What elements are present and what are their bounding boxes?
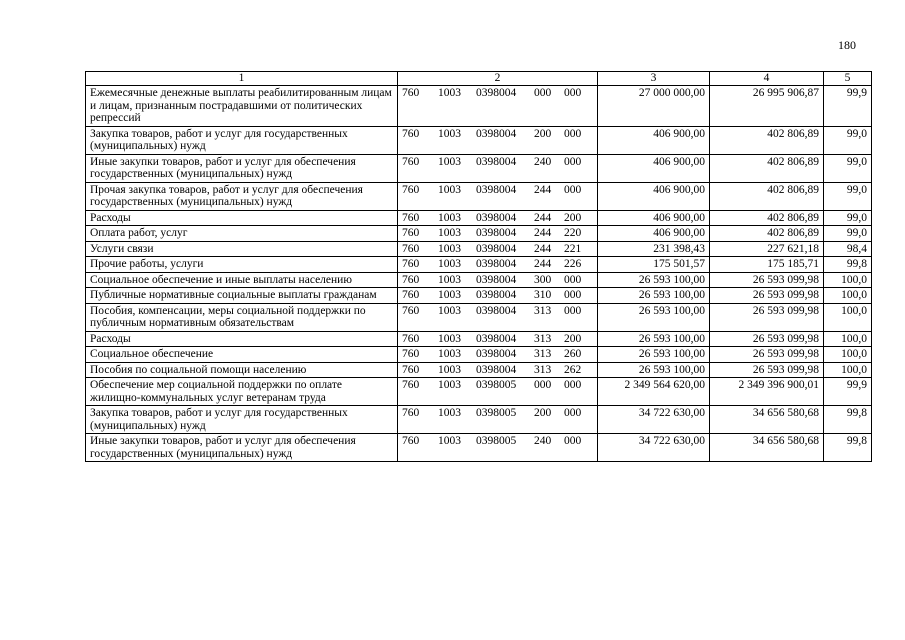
- header-row: [86, 72, 872, 86]
- code-section: 1003: [438, 407, 461, 419]
- row-codes: [398, 347, 598, 363]
- row-actual: 402 806,89: [710, 154, 824, 182]
- code-expense-type: 200: [534, 407, 552, 419]
- table-row: [86, 331, 872, 347]
- table-row: [86, 210, 872, 226]
- row-actual: 402 806,89: [710, 226, 824, 242]
- code-expense-type: 300: [534, 273, 552, 286]
- code-kosgu: 262: [564, 363, 582, 376]
- row-plan: 2 349 564 620,00: [598, 378, 710, 406]
- table-row: [86, 154, 872, 182]
- row-name: Иные закупки товаров, работ и услуг для обеспечения государственных (муниципальных) нужд: [86, 434, 398, 462]
- row-name: Услуги связи: [86, 241, 398, 257]
- code-expense-type: 200: [534, 127, 552, 140]
- row-percent: 100,0: [824, 362, 872, 378]
- row-codes: [398, 210, 598, 226]
- code-expense-type: 244: [534, 242, 552, 255]
- header-col-1: 1: [86, 72, 398, 86]
- code-section: 1003: [438, 127, 461, 140]
- row-plan: 34 722 630,00: [598, 406, 710, 434]
- code-expense-type: 244: [534, 227, 552, 239]
- table-row: [86, 241, 872, 257]
- code-admin: 760: [402, 227, 420, 239]
- code-kosgu: 000: [564, 273, 582, 286]
- code-section: 1003: [438, 435, 461, 447]
- row-codes: [398, 86, 598, 127]
- code-admin: 760: [402, 273, 420, 286]
- row-plan: 26 593 100,00: [598, 272, 710, 288]
- code-expense-type: 000: [534, 87, 552, 99]
- code-expense-type: 310: [534, 289, 552, 301]
- row-name: Пособия, компенсации, меры социальной поддержки по публичным нормативным обязательствам: [86, 303, 398, 331]
- row-plan: 406 900,00: [598, 182, 710, 210]
- table-row: [86, 272, 872, 288]
- code-target: 0398004: [476, 332, 517, 345]
- row-actual: 26 593 099,98: [710, 303, 824, 331]
- row-name: Социальное обеспечение и иные выплаты населению: [86, 272, 398, 288]
- row-actual: 26 593 099,98: [710, 331, 824, 347]
- row-plan: 26 593 100,00: [598, 303, 710, 331]
- header-col-4: 4: [710, 72, 824, 86]
- code-section: 1003: [438, 211, 461, 224]
- table-row: [86, 378, 872, 406]
- code-section: 1003: [438, 87, 461, 99]
- code-kosgu: 000: [564, 379, 582, 391]
- row-actual: 402 806,89: [710, 126, 824, 154]
- code-section: 1003: [438, 227, 461, 239]
- code-admin: 760: [402, 407, 420, 419]
- code-section: 1003: [438, 258, 461, 270]
- row-codes: [398, 182, 598, 210]
- code-target: 0398004: [476, 242, 517, 255]
- row-percent: 99,0: [824, 126, 872, 154]
- row-percent: 100,0: [824, 288, 872, 304]
- row-actual: 2 349 396 900,01: [710, 378, 824, 406]
- code-kosgu: 000: [564, 304, 582, 317]
- row-codes: [398, 288, 598, 304]
- row-percent: 99,8: [824, 434, 872, 462]
- code-target: 0398004: [476, 127, 517, 140]
- code-section: 1003: [438, 363, 461, 376]
- row-actual: 26 593 099,98: [710, 272, 824, 288]
- code-kosgu: 200: [564, 211, 582, 224]
- code-expense-type: 000: [534, 379, 552, 391]
- row-actual: 227 621,18: [710, 241, 824, 257]
- code-kosgu: 000: [564, 289, 582, 301]
- row-name: Расходы: [86, 331, 398, 347]
- code-expense-type: 240: [534, 435, 552, 447]
- header-col-3: 3: [598, 72, 710, 86]
- table-row: [86, 226, 872, 242]
- table-row: [86, 303, 872, 331]
- code-target: 0398005: [476, 435, 517, 447]
- row-percent: 99,9: [824, 86, 872, 127]
- code-admin: 760: [402, 332, 420, 345]
- code-kosgu: 000: [564, 155, 582, 168]
- code-target: 0398004: [476, 363, 517, 376]
- code-kosgu: 226: [564, 258, 582, 270]
- row-plan: 231 398,43: [598, 241, 710, 257]
- code-target: 0398004: [476, 289, 517, 301]
- row-codes: [398, 226, 598, 242]
- row-plan: 406 900,00: [598, 226, 710, 242]
- row-actual: 34 656 580,68: [710, 434, 824, 462]
- row-actual: 175 185,71: [710, 257, 824, 273]
- row-actual: 26 593 099,98: [710, 288, 824, 304]
- row-name: Закупка товаров, работ и услуг для государственных (муниципальных) нужд: [86, 126, 398, 154]
- code-admin: 760: [402, 289, 420, 301]
- table-row: [86, 182, 872, 210]
- row-name: Ежемесячные денежные выплаты реабилитированным лицам и лицам, признанным пострадавшими от политических репрессий: [86, 86, 398, 127]
- code-kosgu: 200: [564, 332, 582, 345]
- code-admin: 760: [402, 379, 420, 391]
- code-kosgu: 000: [564, 87, 582, 99]
- code-expense-type: 313: [534, 363, 552, 376]
- table-row: [86, 126, 872, 154]
- row-codes: [398, 257, 598, 273]
- code-admin: 760: [402, 127, 420, 140]
- row-codes: [398, 362, 598, 378]
- code-section: 1003: [438, 332, 461, 345]
- code-admin: 760: [402, 435, 420, 447]
- code-expense-type: 244: [534, 258, 552, 270]
- code-kosgu: 260: [564, 348, 582, 360]
- code-admin: 760: [402, 304, 420, 317]
- code-section: 1003: [438, 289, 461, 301]
- row-percent: 99,0: [824, 182, 872, 210]
- code-section: 1003: [438, 242, 461, 255]
- code-admin: 760: [402, 183, 420, 196]
- row-plan: 26 593 100,00: [598, 347, 710, 363]
- code-target: 0398005: [476, 407, 517, 419]
- code-kosgu: 000: [564, 435, 582, 447]
- header-col-5: 5: [824, 72, 872, 86]
- row-codes: [398, 303, 598, 331]
- row-name: Прочие работы, услуги: [86, 257, 398, 273]
- row-percent: 100,0: [824, 347, 872, 363]
- table-row: [86, 347, 872, 363]
- row-actual: 34 656 580,68: [710, 406, 824, 434]
- code-kosgu: 000: [564, 183, 582, 196]
- row-codes: [398, 378, 598, 406]
- code-target: 0398005: [476, 379, 517, 391]
- header-col-2: 2: [398, 72, 598, 86]
- row-percent: 100,0: [824, 272, 872, 288]
- code-admin: 760: [402, 363, 420, 376]
- row-codes: [398, 331, 598, 347]
- row-name: Прочая закупка товаров, работ и услуг для обеспечения государственных (муниципальных) нужд: [86, 182, 398, 210]
- row-percent: 99,8: [824, 257, 872, 273]
- table-row: [86, 434, 872, 462]
- code-target: 0398004: [476, 273, 517, 286]
- code-admin: 760: [402, 155, 420, 168]
- code-expense-type: 313: [534, 304, 552, 317]
- row-name: Пособия по социальной помощи населению: [86, 362, 398, 378]
- code-kosgu: 000: [564, 127, 582, 140]
- code-target: 0398004: [476, 304, 517, 317]
- row-name: Обеспечение мер социальной поддержки по оплате жилищно-коммунальных услуг ветеранам труда: [86, 378, 398, 406]
- row-plan: 406 900,00: [598, 210, 710, 226]
- row-plan: 26 593 100,00: [598, 362, 710, 378]
- code-expense-type: 240: [534, 155, 552, 168]
- row-actual: 26 593 099,98: [710, 347, 824, 363]
- page-number: 180: [838, 38, 856, 52]
- code-target: 0398004: [476, 211, 517, 224]
- row-codes: [398, 406, 598, 434]
- code-target: 0398004: [476, 258, 517, 270]
- budget-table: [85, 71, 872, 462]
- row-name: Закупка товаров, работ и услуг для государственных (муниципальных) нужд: [86, 406, 398, 434]
- code-section: 1003: [438, 304, 461, 317]
- row-percent: 99,0: [824, 154, 872, 182]
- code-target: 0398004: [476, 183, 517, 196]
- code-target: 0398004: [476, 155, 517, 168]
- row-codes: [398, 434, 598, 462]
- code-admin: 760: [402, 242, 420, 255]
- table-row: [86, 406, 872, 434]
- row-percent: 99,9: [824, 378, 872, 406]
- row-percent: 99,0: [824, 210, 872, 226]
- row-percent: 100,0: [824, 303, 872, 331]
- row-codes: [398, 126, 598, 154]
- row-plan: 406 900,00: [598, 154, 710, 182]
- row-plan: 27 000 000,00: [598, 86, 710, 127]
- code-admin: 760: [402, 348, 420, 360]
- code-expense-type: 313: [534, 332, 552, 345]
- code-kosgu: 221: [564, 242, 582, 255]
- code-target: 0398004: [476, 87, 517, 99]
- code-section: 1003: [438, 183, 461, 196]
- code-target: 0398004: [476, 348, 517, 360]
- row-plan: 175 501,57: [598, 257, 710, 273]
- code-kosgu: 220: [564, 227, 582, 239]
- row-name: Социальное обеспечение: [86, 347, 398, 363]
- row-name: Расходы: [86, 210, 398, 226]
- row-name: Иные закупки товаров, работ и услуг для обеспечения государственных (муниципальных) нужд: [86, 154, 398, 182]
- code-section: 1003: [438, 273, 461, 286]
- row-percent: 100,0: [824, 331, 872, 347]
- row-actual: 26 593 099,98: [710, 362, 824, 378]
- row-name: Публичные нормативные социальные выплаты гражданам: [86, 288, 398, 304]
- table-row: [86, 86, 872, 127]
- code-expense-type: 313: [534, 348, 552, 360]
- code-section: 1003: [438, 155, 461, 168]
- row-percent: 98,4: [824, 241, 872, 257]
- row-actual: 26 995 906,87: [710, 86, 824, 127]
- code-admin: 760: [402, 87, 420, 99]
- code-section: 1003: [438, 379, 461, 391]
- code-admin: 760: [402, 258, 420, 270]
- row-codes: [398, 154, 598, 182]
- code-kosgu: 000: [564, 407, 582, 419]
- row-codes: [398, 272, 598, 288]
- code-admin: 760: [402, 211, 420, 224]
- code-target: 0398004: [476, 227, 517, 239]
- code-expense-type: 244: [534, 211, 552, 224]
- row-name: Оплата работ, услуг: [86, 226, 398, 242]
- row-percent: 99,0: [824, 226, 872, 242]
- row-actual: 402 806,89: [710, 182, 824, 210]
- table-row: [86, 288, 872, 304]
- table-row: [86, 257, 872, 273]
- row-codes: [398, 241, 598, 257]
- row-plan: 406 900,00: [598, 126, 710, 154]
- row-actual: 402 806,89: [710, 210, 824, 226]
- code-expense-type: 244: [534, 183, 552, 196]
- row-plan: 34 722 630,00: [598, 434, 710, 462]
- row-percent: 99,8: [824, 406, 872, 434]
- row-plan: 26 593 100,00: [598, 288, 710, 304]
- table-row: [86, 362, 872, 378]
- row-plan: 26 593 100,00: [598, 331, 710, 347]
- code-section: 1003: [438, 348, 461, 360]
